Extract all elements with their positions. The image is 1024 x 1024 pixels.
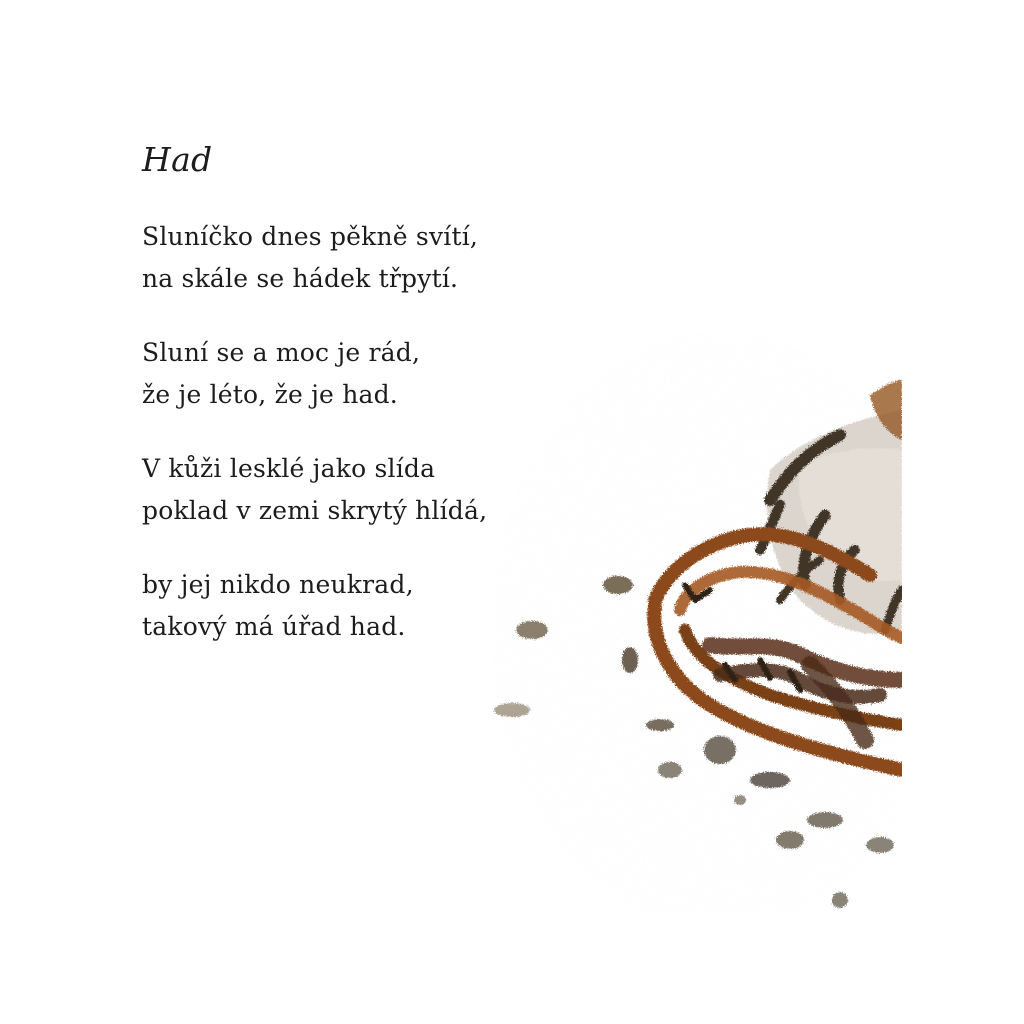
verse-line: by jej nikdo neukrad, (142, 569, 414, 599)
verse-line: že je léto, že je had. (142, 379, 398, 409)
snake-illustration (470, 300, 902, 914)
verse-line: takový má úřad had. (142, 611, 406, 641)
verse-line: V kůži lesklé jako slída (142, 453, 436, 483)
poem-title: Had (142, 140, 213, 179)
verse-line: na skále se hádek třpytí. (142, 263, 459, 293)
verse-line: Sluníčko dnes pěkně svítí, (142, 221, 479, 251)
verse-line: Sluní se a moc je rád, (142, 337, 421, 367)
verse-line: poklad v zemi skrytý hlídá, (142, 495, 488, 525)
stanza-1 (142, 216, 562, 300)
